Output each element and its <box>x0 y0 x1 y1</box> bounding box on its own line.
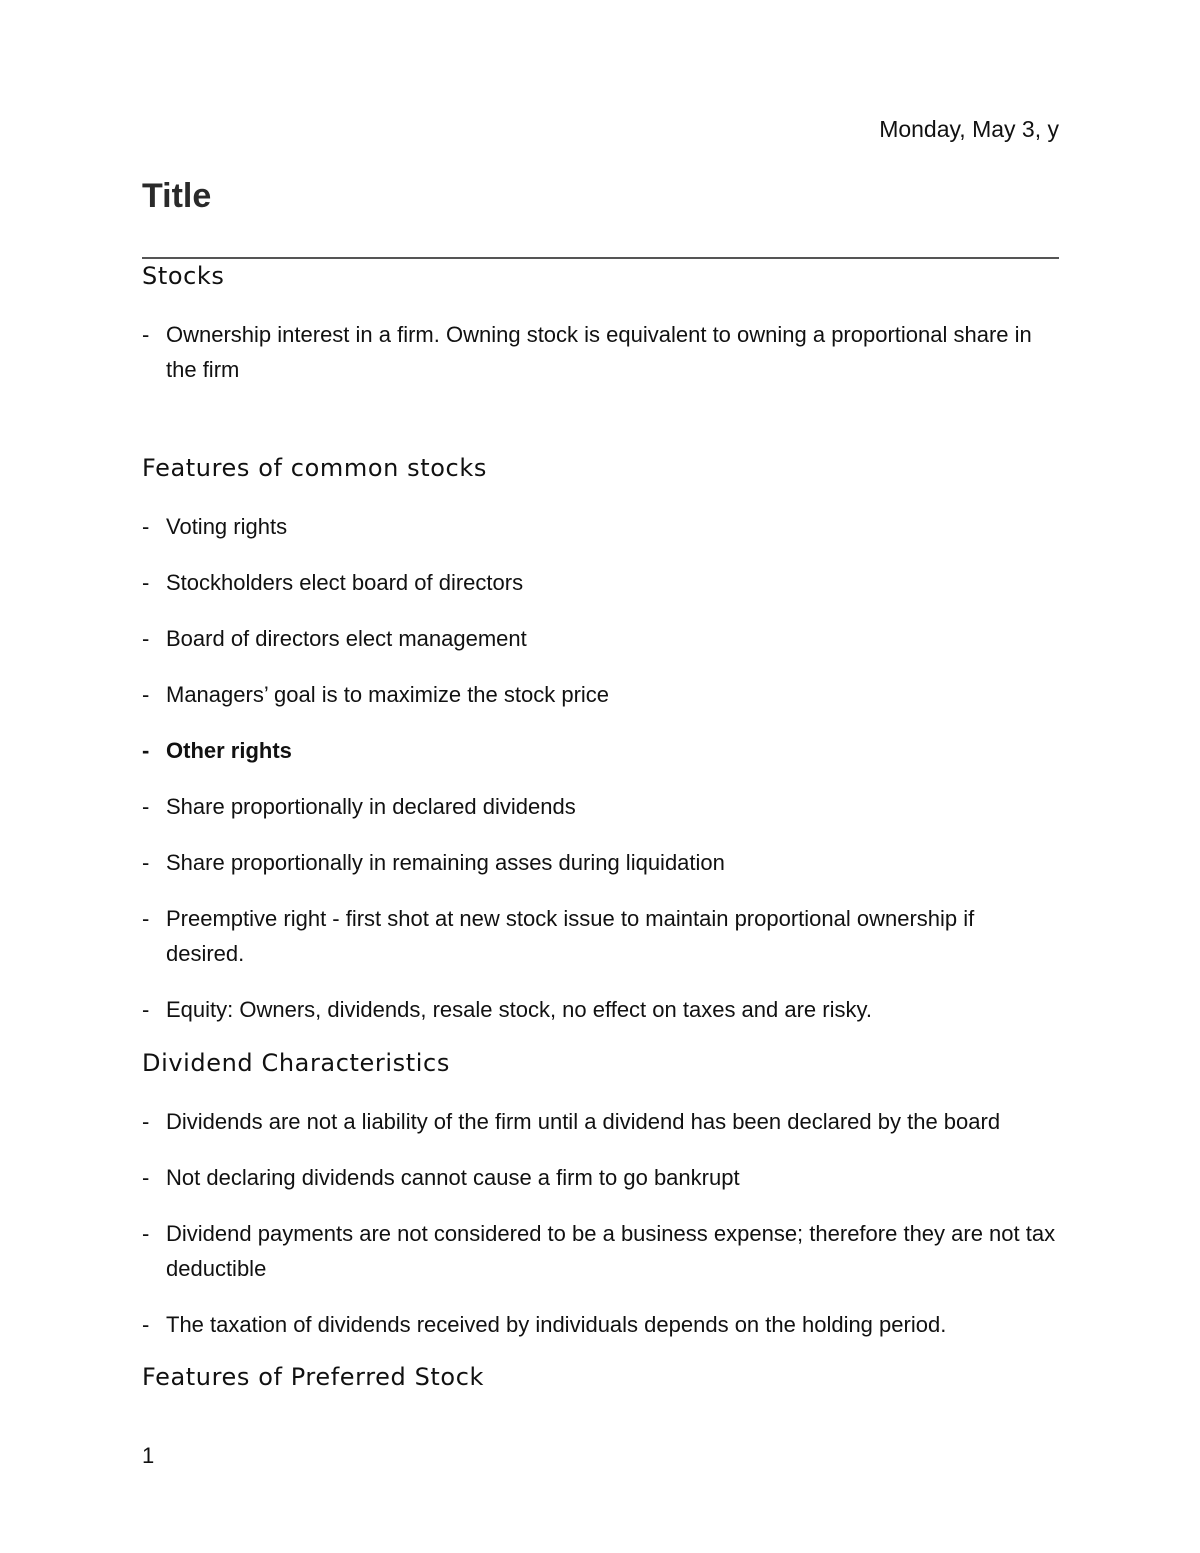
section-common-stock-features <box>142 454 1062 1027</box>
bullet-dash: - <box>142 626 150 651</box>
section-dividend-characteristics <box>142 1049 1062 1342</box>
list-item <box>142 621 1062 656</box>
bullet-dash: - <box>142 1165 150 1190</box>
list-item-text: Board of directors elect management <box>166 626 527 651</box>
list-item-text: Managers’ goal is to maximize the stock price <box>166 682 610 707</box>
list-item <box>142 677 1062 712</box>
bullet-dash: - <box>142 906 150 931</box>
section-items <box>142 1104 1062 1342</box>
list-item-text: Voting rights <box>166 514 288 539</box>
list-item-text: Dividends are not a liability of the firm until a dividend has been declared by the board <box>166 1109 1001 1134</box>
list-item-text: Share proportionally in remaining asses during liquidation <box>166 850 725 875</box>
section-preferred-stock-features <box>142 1363 1062 1391</box>
list-item-text: Share proportionally in declared dividends <box>166 794 576 819</box>
page-number: 1 <box>142 1443 155 1468</box>
list-item-text: Equity: Owners, dividends, resale stock, no effect on taxes and are risky. <box>166 997 872 1022</box>
list-item-text: Not declaring dividends cannot cause a firm to go bankrupt <box>166 1165 740 1190</box>
list-item <box>142 1104 1062 1139</box>
bullet-dash: - <box>142 322 150 347</box>
section-heading: Dividend Characteristics <box>142 1049 450 1077</box>
bullet-dash: - <box>142 794 150 819</box>
list-item <box>142 845 1062 880</box>
list-item <box>142 901 1056 971</box>
section-items <box>142 509 1062 1027</box>
document-title: Title <box>142 177 212 215</box>
list-item-text: The taxation of dividends received by individuals depends on the holding period. <box>166 1312 947 1337</box>
section-stocks <box>142 262 1062 387</box>
list-item <box>142 733 1062 768</box>
list-item-text: Stockholders elect board of directors <box>166 570 524 595</box>
list-item <box>142 992 1062 1027</box>
list-item <box>142 1307 1062 1342</box>
bullet-dash: - <box>142 997 150 1022</box>
list-item <box>142 317 1036 387</box>
bullet-dash: - <box>142 1312 150 1337</box>
section-heading: Features of common stocks <box>142 454 487 482</box>
list-item <box>142 1216 1066 1286</box>
section-heading: Stocks <box>142 262 225 290</box>
document-date: Monday, May 3, y <box>879 116 1059 142</box>
bullet-dash: - <box>142 738 150 763</box>
bullet-dash: - <box>142 1221 150 1246</box>
section-heading: Features of Preferred Stock <box>142 1363 484 1391</box>
list-item <box>142 1160 1062 1195</box>
list-item <box>142 509 1062 544</box>
list-item-text: Dividend payments are not considered to be a business expense; therefore they are not tax deductible <box>166 1221 1056 1281</box>
list-item-text: Preemptive right - first shot at new stock issue to maintain proportional ownership if desired. <box>166 906 975 966</box>
bullet-dash: - <box>142 1109 150 1134</box>
bullet-dash: - <box>142 514 150 539</box>
list-item-text: Ownership interest in a firm. Owning stock is equivalent to owning a proportional share in the firm <box>166 322 1032 382</box>
list-item <box>142 565 1062 600</box>
bullet-dash: - <box>142 682 150 707</box>
bullet-dash: - <box>142 570 150 595</box>
title-divider <box>142 257 1059 259</box>
list-item-text: Other rights <box>166 738 292 763</box>
bullet-dash: - <box>142 850 150 875</box>
list-item <box>142 789 1062 824</box>
section-items <box>142 317 1062 387</box>
